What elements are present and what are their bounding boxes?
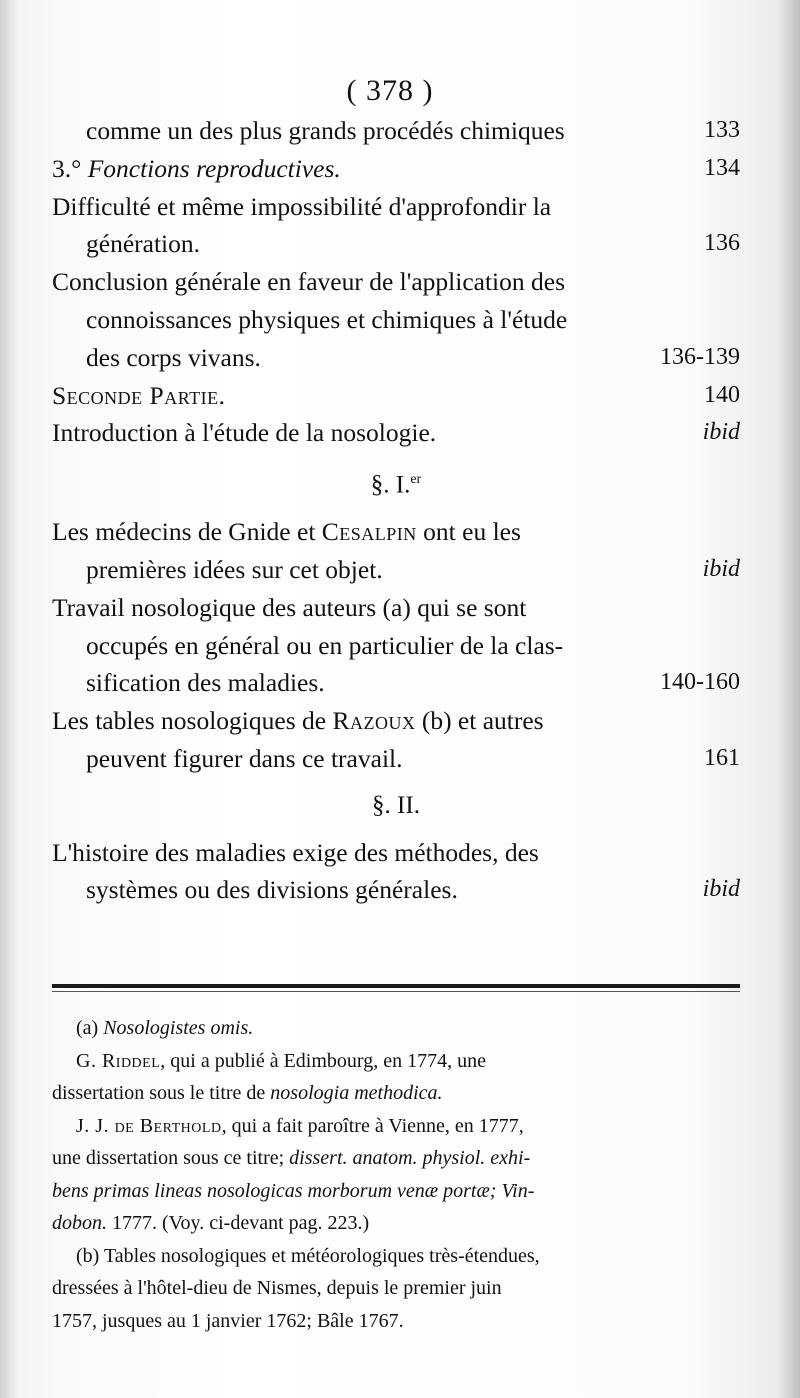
section-heading (52, 787, 740, 825)
part-heading: Seconde Partie. (52, 380, 226, 410)
section-symbol: §. II. (372, 791, 420, 819)
toc-entry-text: systèmes ou des divisions générales. (86, 875, 458, 905)
footnote-line: 1757, jusques au 1 janvier 1762; Bâle 1767. (52, 1309, 404, 1332)
toc-entry-text: peuvent figurer dans ce travail. (86, 744, 403, 774)
toc-entry (52, 589, 740, 702)
toc-entry (52, 377, 740, 415)
toc-entry-text: Conclusion générale en faveur de l'application des (52, 267, 565, 297)
toc-entry-text: Les tables nosologiques de (52, 706, 333, 736)
toc-page-ref: ibid (702, 556, 740, 583)
toc-page-ref: 140 (704, 381, 740, 408)
section-symbol: §. I. (370, 471, 411, 499)
footnote-b-line: (b) Tables nosologiques et météorologiques très-étendues, (76, 1244, 540, 1267)
toc-entry (52, 188, 740, 264)
toc-entry (52, 112, 740, 150)
toc-entry (52, 513, 740, 589)
author-name: Cesalpin (321, 517, 417, 547)
toc-entry-text: Difficulté et même impossibilité d'approfondir la (52, 191, 552, 221)
footnote-line: J. J. de Berthold, qui a fait paroître à Vienne, en 1777, (76, 1114, 524, 1137)
toc-entry-text: connoissances physiques et chimiques à l'étude (86, 304, 568, 334)
toc-page-ref: 161 (704, 745, 740, 772)
toc-entry-text: des corps vivans. (86, 342, 261, 372)
toc-entry-text: (b) et autres (415, 706, 544, 736)
page-edge-shadow (778, 0, 800, 1398)
author-name: Razoux (332, 706, 416, 736)
footnote-separator-thin (52, 991, 740, 992)
toc-entry-text: L'histoire des maladies exige des méthodes, des (52, 837, 539, 867)
toc-entry-text: premières idées sur cet objet. (86, 555, 383, 585)
footnote-line: bens primas lineas nosologicas morborum venæ portæ; Vin- (52, 1179, 535, 1202)
footnote-label: (a) (76, 1017, 99, 1039)
page-number: ( 378 ) (346, 74, 434, 107)
toc-entry (52, 834, 740, 910)
toc-entry-text: génération. (86, 229, 200, 259)
section-superscript: er (410, 472, 422, 488)
toc-entry-text: Les médecins de Gnide et (52, 517, 322, 547)
toc-entry-text: sification des maladies. (86, 668, 325, 698)
toc-entry (52, 414, 740, 452)
footnote-line: dressées à l'hôtel-dieu de Nismes, depuis le premier juin (52, 1277, 502, 1299)
toc-entry-prefix: 3.° (52, 153, 88, 183)
toc-page-ref: 134 (704, 154, 740, 181)
toc-entry-text: Introduction à l'étude de la nosologie. (52, 418, 437, 448)
author-name: J. J. de Berthold (76, 1114, 222, 1137)
section-heading (52, 461, 740, 504)
toc-entry (52, 702, 740, 778)
footnote-line: dissertation sous le titre de nosologia methodica. (52, 1082, 443, 1104)
footnote-a-heading (52, 1012, 740, 1045)
toc-page-ref: 140-160 (660, 669, 740, 696)
footnote-line: dobon. 1777. (Voy. ci-devant pag. 223.) (52, 1212, 370, 1234)
gutter-shadow (0, 0, 18, 1398)
footnote-title: Nosologistes omis. (103, 1017, 254, 1039)
footnotes (52, 1012, 740, 1337)
toc-entry-text: occupés en général ou en particulier de la clas- (86, 630, 564, 660)
toc-page-ref: ibid (702, 419, 740, 446)
toc-entry-text: comme un des plus grands procédés chimiques (86, 116, 565, 145)
author-name: G. Riddel (76, 1049, 161, 1072)
footnote-line: G. Riddel, qui a publié à Edimbourg, en 1774, une (76, 1049, 486, 1072)
toc-page-ref: 133 (704, 117, 740, 143)
footnote-separator (52, 984, 740, 988)
toc-entry-text: ont eu les (416, 517, 521, 547)
toc-page-ref: 136 (704, 230, 740, 257)
toc-entry-text: Fonctions reproductives. (87, 153, 341, 183)
toc-page-ref: 136-139 (660, 343, 740, 370)
footnote-line: une dissertation sous ce titre; dissert. anatom. physiol. exhi- (52, 1147, 531, 1169)
toc-entry (52, 150, 740, 188)
toc-entry (52, 263, 740, 376)
footnote-label: (b) (76, 1244, 100, 1267)
toc-page-ref: ibid (702, 876, 740, 903)
toc-entry-text: Travail nosologique des auteurs (a) qui se sont (52, 592, 527, 622)
table-of-contents (52, 112, 740, 909)
